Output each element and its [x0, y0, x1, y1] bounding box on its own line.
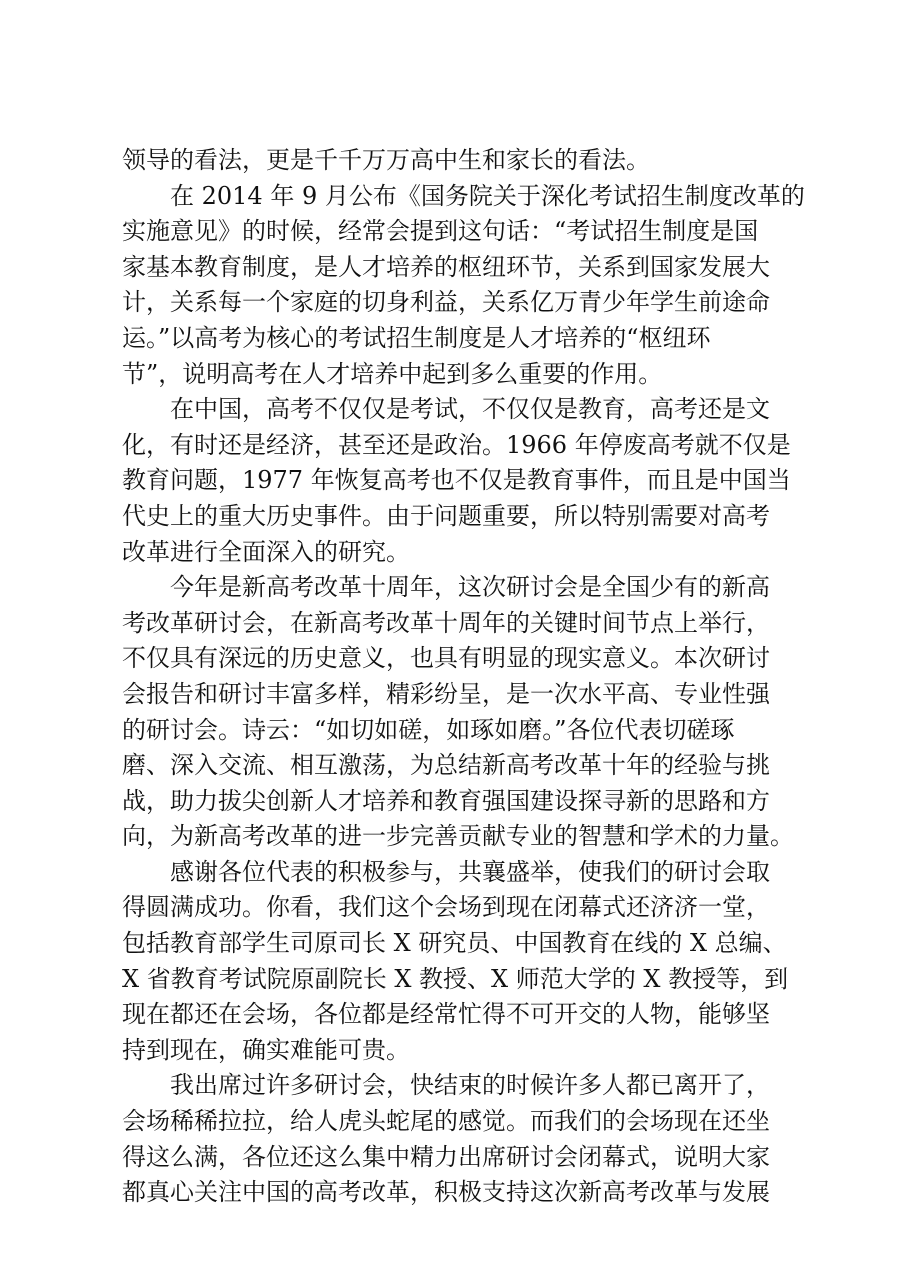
paragraph-2: 在 2014 年 9 月公布《国务院关于深化考试招生制度改革的 实施意见》的时候，经常会提到这句话：“考试招生制度是国 家基本教育制度，是人才培养的枢纽环节，关系到国家发展大 计，关系每一个家庭的切身利益，关系亿万青少年学生前途命 运。”以高考为核心的考试招生制度是人才培养的“枢纽环 节”，说明高考在人才培养中起到多么重要的作用。 — [122, 181, 805, 388]
paragraph-3: 在中国，高考不仅仅是考试，不仅仅是教育，高考还是文 化，有时还是经济，甚至还是政治。1966 年停废高考就不仅是 教育问题，1977 年恢复高考也不仅是教育事件，而且是中国当 代史上的重大历史事件。由于问题重要，所以特别需要对高考 改革进行全面深入的研究。 — [122, 395, 791, 566]
body-text — [122, 143, 812, 1211]
paragraph-1: 领导的看法，更是千千万万高中生和家长的看法。 — [122, 146, 650, 174]
paragraph-4: 今年是新高考改革十周年，这次研讨会是全国少有的新高 考改革研讨会，在新高考改革十周年的关键时间节点上举行， 不仅具有深远的历史意义，也具有明显的现实意义。本次研讨 会报告和研讨丰富多样，精彩纷呈，是一次水平高、专业性强 的研讨会。诗云：“如切如磋，如琢如磨。”各位代表切磋琢 磨、深入交流、相互激荡，为总结新高考改革十年的经验与挑 战，助力拔尖创新人才培养和教育强国建设探寻新的思路和方 向，为新高考改革的进一步完善贡献专业的智慧和学术的力量。 — [122, 573, 794, 851]
paragraph-5: 感谢各位代表的积极参与，共襄盛举，使我们的研讨会取 得圆满成功。你看，我们这个会场到现在闭幕式还济济一堂， 包括教育部学生司原司长 X 研究员、中国教育在线的 X 总编、 X 省教育考试院原副院长 X 教授、X 师范大学的 X 教授等，到 现在都还在会场，各位都是经常忙得不可开交的人物，能够坚 持到现在，确实难能可贵。 — [122, 857, 789, 1064]
paragraph-6: 我出席过许多研讨会，快结束的时候许多人都已离开了， 会场稀稀拉拉，给人虎头蛇尾的感觉。而我们的会场现在还坐 得这么满，各位还这么集中精力出席研讨会闭幕式，说明大家 都真心关注中国的高考改革，积极支持这次新高考改革与发展 — [122, 1071, 770, 1207]
